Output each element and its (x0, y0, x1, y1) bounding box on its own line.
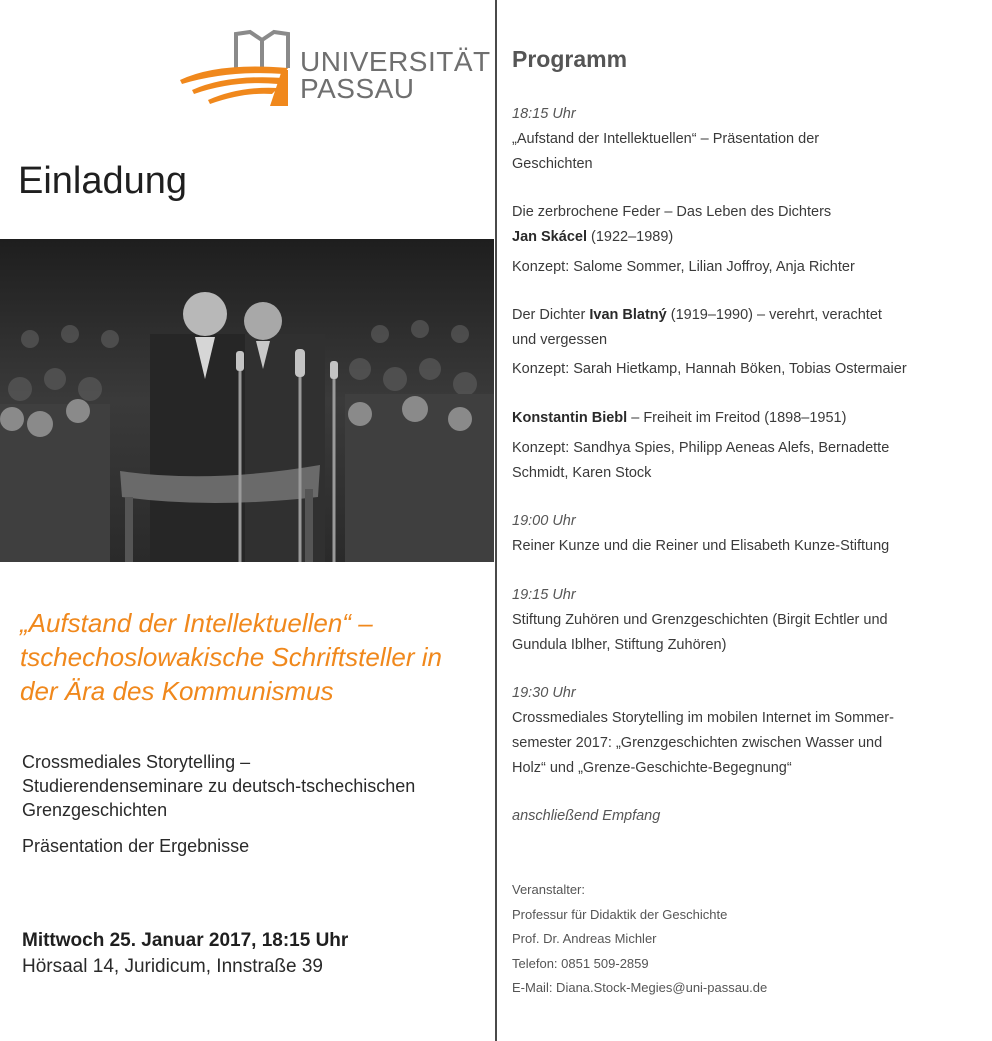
program-text: Geschichten (512, 156, 593, 172)
logo-line-1: UNIVERSITÄT (300, 46, 491, 77)
organizer-line: Professur für Didaktik der Geschichte (512, 906, 728, 922)
author-name: Konstantin Biebl (512, 410, 628, 426)
program-text-post: – Freiheit im Freitod (1898–1951) (627, 410, 847, 426)
organizer-phone: Telefon: 0851 509-2859 (512, 955, 649, 971)
reception-note: anschließend Empfang (512, 808, 661, 824)
program-text: Holz“ und „Grenze-Geschichte-Begegnung“ (512, 760, 792, 776)
program-block-4 (512, 681, 984, 781)
program-text: semester 2017: „Grenzgeschichten zwischen Wasser und (512, 735, 883, 751)
time-label: 19:15 Uhr (512, 587, 576, 603)
program-text: „Aufstand der Intellektuellen“ – Präsentation der (512, 131, 820, 147)
time-label: 19:30 Uhr (512, 685, 576, 701)
subtitle-line: Crossmediales Storytelling – (22, 752, 251, 772)
program-text: Stiftung Zuhören und Grenzgeschichten (Birgit Echtler und (512, 612, 888, 628)
university-logo (178, 28, 491, 108)
historical-photo (0, 239, 494, 562)
subtitle-line: Studierendenseminare zu deutsch-tschechischen (22, 776, 416, 796)
program-item-skacel (512, 200, 984, 280)
program-konzept: Konzept: Sarah Hietkamp, Hannah Böken, Tobias Ostermaier (512, 361, 907, 377)
time-label: 19:00 Uhr (512, 513, 576, 529)
author-years: (1922–1989) (586, 229, 674, 245)
event-subtitle (22, 750, 492, 822)
program-konzept: Schmidt, Karen Stock (512, 465, 652, 481)
organizer-label: Veranstalter: (512, 882, 585, 897)
event-venue: Hörsaal 14, Juridicum, Innstraße 39 (22, 956, 323, 977)
logo-line-2: PASSAU (300, 73, 415, 104)
program-block-1 (512, 102, 984, 177)
program-text-post: (1919–1990) – verehrt, verachtet (666, 307, 882, 323)
subtitle-line: Grenzgeschichten (22, 800, 168, 820)
program-text-pre: Der Dichter (512, 307, 590, 323)
organizer-info (512, 878, 767, 1001)
author-name: Jan Skácel (512, 229, 587, 245)
page-title: Einladung (18, 160, 188, 202)
program-text (512, 406, 984, 431)
event-headline (20, 606, 490, 708)
column-divider (495, 0, 497, 1041)
program-block-2 (512, 509, 984, 559)
headline-line: „Aufstand der Intellektuellen“ – (20, 608, 373, 638)
program-text: Reiner Kunze und die Reiner und Elisabeth Kunze-Stiftung (512, 538, 890, 554)
program-item-biebl (512, 406, 984, 486)
author-name: Ivan Blatný (589, 307, 667, 323)
program-block-3 (512, 583, 984, 658)
presentation-note: Präsentation der Ergebnisse (22, 836, 250, 856)
organizer-email[interactable]: E-Mail: Diana.Stock-Megies@uni-passau.de (512, 980, 768, 995)
time-label: 18:15 Uhr (512, 106, 576, 122)
program-text: Crossmediales Storytelling im mobilen Internet im Sommer- (512, 710, 894, 726)
logo-emblem-icon (178, 28, 308, 108)
program-heading: Programm (512, 46, 628, 72)
program-item-blatny (512, 303, 984, 382)
program-text: und vergessen (512, 332, 608, 348)
program-text: Die zerbrochene Feder – Das Leben des Dichters (512, 204, 832, 220)
program-text: Gundula Iblher, Stiftung Zuhören) (512, 637, 727, 653)
organizer-line: Prof. Dr. Andreas Michler (512, 931, 657, 946)
program-text (512, 225, 984, 250)
program-text (512, 303, 984, 328)
program-konzept: Konzept: Salome Sommer, Lilian Joffroy, Anja Richter (512, 259, 855, 275)
program-konzept: Konzept: Sandhya Spies, Philipp Aeneas Alefs, Bernadette (512, 440, 890, 456)
headline-line: tschechoslowakische Schriftsteller in (20, 642, 442, 672)
headline-line: der Ära des Kommunismus (20, 676, 334, 706)
event-date: Mittwoch 25. Januar 2017, 18:15 Uhr (22, 930, 349, 951)
